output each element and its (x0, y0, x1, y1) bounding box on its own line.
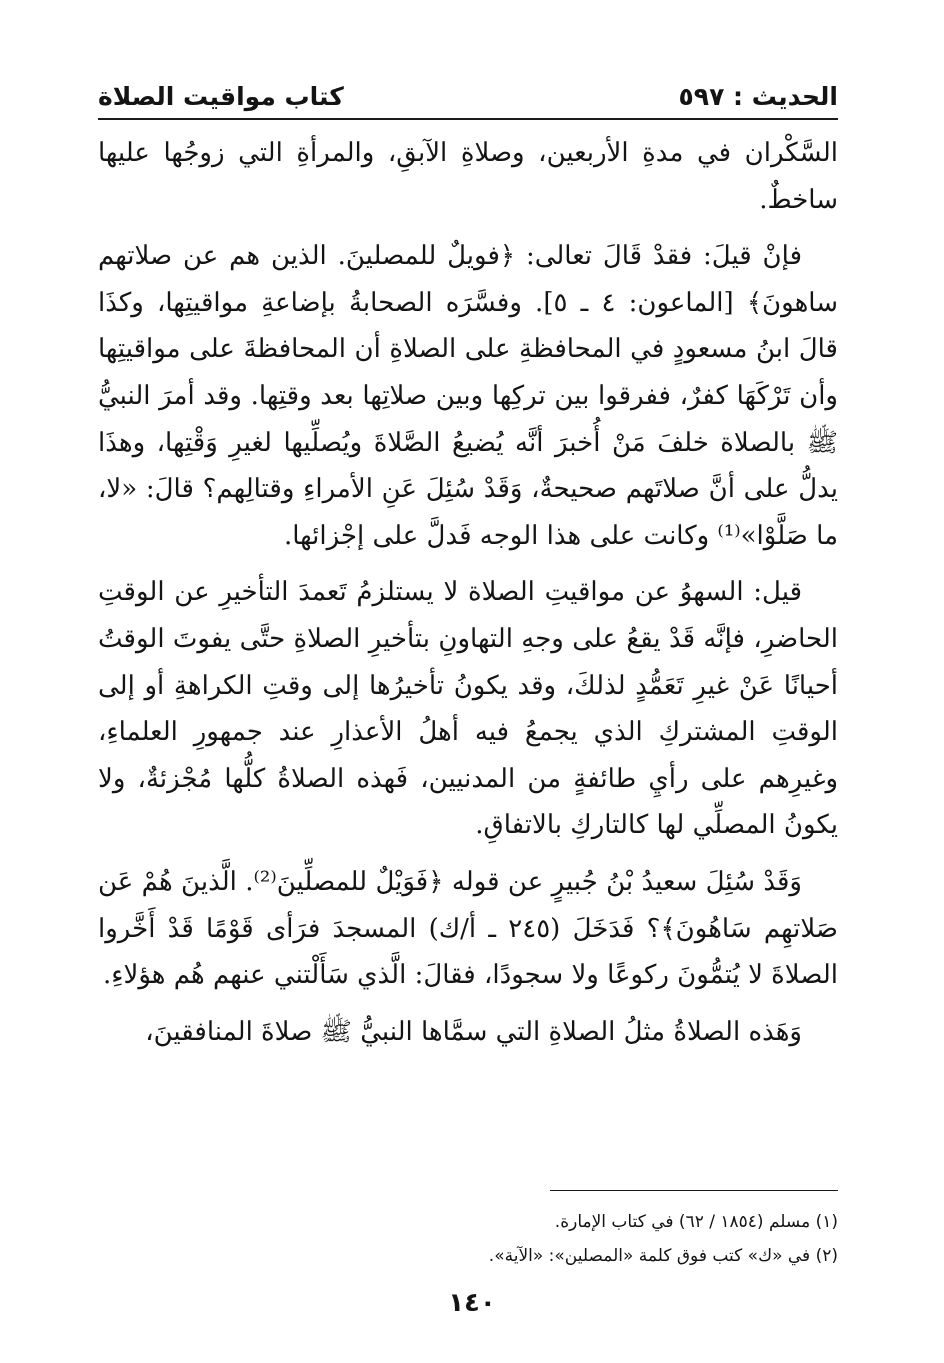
hadith-number-label: الحديث : ٥٩٧ (678, 82, 838, 111)
footnotes (106, 1205, 838, 1273)
paragraph-2: فإنْ قيلَ: فقدْ قَالَ تعالى: ﴿فويلٌ للمصلينَ. الذين هم عن صلاتهم ساهونَ﴾ [الماعون: ٤ ـ ٥]. وفسَّرَه الصحابةُ بإضاعةِ مواقيتِها، وكذَا قالَ ابنُ مسعودٍ في المحافظةِ على الصلاةِ أن المحافظةَ على مواقيتِها وأن تَرْكَهَا كفرٌ، ففرقوا بين تركِها وبين صلاتِها بعد وقتِها. وقد أمرَ النبيُّ ﷺ بالصلاة خلفَ مَنْ أُخبرَ أنَّه يُضيعُ الصَّلاةَ ويُصلِّيها لغيرِ وَقْتِها، وهذَا يدلُّ على أنَّ صلاتَهم صحيحةٌ، وَقَدْ سُئِلَ عَنِ الأمراءِ وقتالِهم؟ قالَ: «لا، ما صَلَّوْا»⁽¹⁾ وكانت على هذا الوجه فَدلَّ على إجْزائها. (98, 241, 838, 551)
footnote-divider (550, 1190, 838, 1191)
body-text (98, 130, 838, 1065)
paragraph-4: وَقَدْ سُئِلَ سعيدُ بْنُ جُبيرٍ عن قوله ﴿فَوَيْلٌ للمصلِّينَ⁽²⁾. الَّذينَ هُمْ عَن صَلاتهِم سَاهُونَ﴾؟ فَدَخَلَ (٢٤٥ ـ أ/ك) المسجدَ فرَأى قَوْمًا قَدْ أَخَّروا الصلاةَ لا يُتمُّونَ ركوعًا ولا سجودًا، فقالَ: الَّذي سَأَلْتني عنهم هُم هؤلاءِ. (98, 866, 838, 991)
paragraph-5: وَهَذه الصلاةُ مثلُ الصلاةِ التي سمَّاها النبيُّ ﷺ صلاةَ المنافقينَ، (145, 1016, 802, 1047)
running-header (98, 78, 838, 120)
book-title: كتاب مواقيت الصلاة (98, 82, 344, 111)
footnote-1: (١) مسلم (١٨٥٤ / ٦٢) في كتاب الإمارة. (554, 1212, 838, 1232)
paragraph-1: السَّكْران في مدةِ الأربعين، وصلاةِ الآبقِ، والمرأةِ التي زوجُها عليها ساخطٌ. (98, 138, 838, 215)
footnote-2: (٢) في «ك» كتب فوق كلمة «المصلين»: «الآية». (488, 1246, 838, 1266)
paragraph-3: قيل: السهوُ عن مواقيتِ الصلاة لا يستلزمُ تَعمدَ التأخيرِ عن الوقتِ الحاضرِ، فإنَّه قَدْ يقعُ على وجهِ التهاونِ بتأخيرِ الصلاةِ حتَّى يفوتَ الوقتُ أحيانًا عَنْ غيرِ تَعَمُّدٍ لذلكَ، وقد يكونُ تأخيرُها إلى وقتِ الكراهةِ أو إلى الوقتِ المشتركِ الذي يجمعُ فيه أهلُ الأعذارِ عند جمهورِ العلماءِ، وغيرِهم على رأيِ طائفةٍ من المدنيين، فَهذه الصلاةُ كلُّها مُجْزئةٌ، ولا يكونُ المصلِّي لها كالتاركِ بالاتفاقِ. (98, 577, 838, 841)
page-number: ١٤٠ (448, 1288, 496, 1318)
